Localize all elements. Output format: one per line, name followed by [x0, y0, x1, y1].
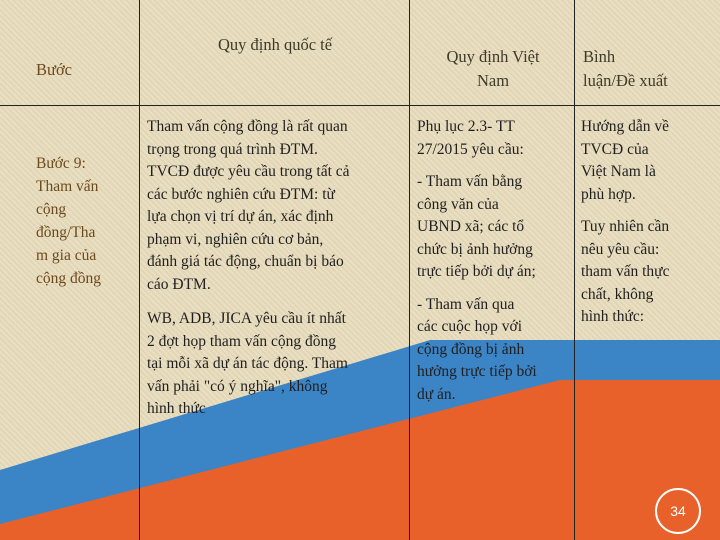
comment-paragraph-1 — [581, 116, 715, 206]
header-comment — [583, 45, 717, 93]
header-international-label: Quy định quốc tế — [217, 35, 333, 54]
step-line: Tham vấn — [36, 178, 99, 195]
text-line: TVCĐ của — [581, 140, 649, 158]
header-vietnam-line: Quy định Việt — [446, 47, 540, 66]
vietnam-cell — [417, 116, 572, 406]
text-line: WB, ADB, JICA yêu cầu ít nhất — [147, 310, 346, 327]
text-line: lựa chọn vị trí dự án, xác định — [147, 208, 334, 225]
text-line: phạm vi, nghiên cứu cơ bản, — [147, 230, 324, 248]
header-comment-line: luận/Đề xuất — [583, 71, 668, 90]
header-vietnam-line: Nam — [476, 71, 510, 90]
header-international — [150, 33, 400, 57]
text-line: hưởng trực tiếp bởi — [417, 363, 537, 380]
text-line: phù hợp. — [581, 185, 636, 203]
step-line: Bước 9: — [36, 155, 86, 172]
text-line: chức bị ảnh hưởng — [417, 240, 533, 258]
text-line: 27/2015 yêu cầu: — [417, 140, 524, 158]
text-line: Phụ lục 2.3- TT — [417, 118, 515, 135]
header-vietnam — [414, 45, 572, 93]
header-step-label: Bước — [36, 60, 72, 79]
comment-paragraph-2 — [581, 216, 715, 329]
text-line: đánh giá tác động, chuẩn bị báo — [147, 253, 344, 270]
comment-cell — [581, 116, 715, 329]
text-line: - Tham vấn bằng — [417, 173, 523, 190]
text-line: Hướng dẫn về — [581, 118, 670, 135]
step-line: cộng — [36, 201, 67, 218]
step-line: cộng đồng — [36, 270, 102, 287]
text-line: - Tham vấn qua — [417, 295, 515, 313]
text-line: trực tiếp bởi dự án; — [417, 263, 536, 280]
text-line: nêu yêu cầu: — [581, 240, 660, 258]
vietnam-paragraph-2 — [417, 171, 572, 284]
text-line: các cuộc họp với — [417, 318, 523, 335]
page-number-badge — [655, 488, 701, 534]
text-line: tại mỗi xã dự án tác động. Tham — [147, 355, 348, 372]
text-line: Tham vấn cộng đồng là rất quan — [147, 118, 348, 135]
text-line: dự án. — [417, 385, 456, 403]
text-line: UBND xã; các tổ — [417, 218, 525, 235]
step-cell — [36, 152, 136, 290]
text-line: cáo ĐTM. — [147, 275, 211, 293]
text-line: chất, không — [581, 285, 654, 303]
international-paragraph-2 — [147, 308, 405, 421]
text-line: TVCĐ được yêu cầu trong tất cả — [147, 163, 350, 180]
text-line: trọng trong quá trình ĐTM. — [147, 140, 318, 158]
text-line: 2 đợt họp tham vấn cộng đồng — [147, 332, 337, 350]
header-comment-line: Bình — [583, 47, 616, 66]
international-paragraph-1 — [147, 116, 405, 296]
text-line: hình thức: — [581, 308, 645, 325]
step-line: m gia của — [36, 247, 97, 264]
text-line: Tuy nhiên cần — [581, 218, 670, 235]
text-line: hình thức — [147, 400, 206, 417]
text-line: các bước nghiên cứu ĐTM: từ — [147, 185, 335, 203]
text-line: tham vấn thực — [581, 263, 670, 280]
vietnam-paragraph-3 — [417, 294, 572, 407]
step-line: đồng/Tha — [36, 224, 96, 241]
text-line: công văn của — [417, 195, 499, 213]
vietnam-paragraph-1 — [417, 116, 572, 161]
international-cell — [147, 116, 405, 421]
header-step — [36, 58, 136, 82]
text-line: cộng đồng bị ảnh — [417, 340, 525, 358]
page-number: 34 — [670, 503, 686, 519]
text-line: vấn phải "có ý nghĩa", không — [147, 377, 328, 395]
text-line: Việt Nam là — [581, 163, 656, 180]
